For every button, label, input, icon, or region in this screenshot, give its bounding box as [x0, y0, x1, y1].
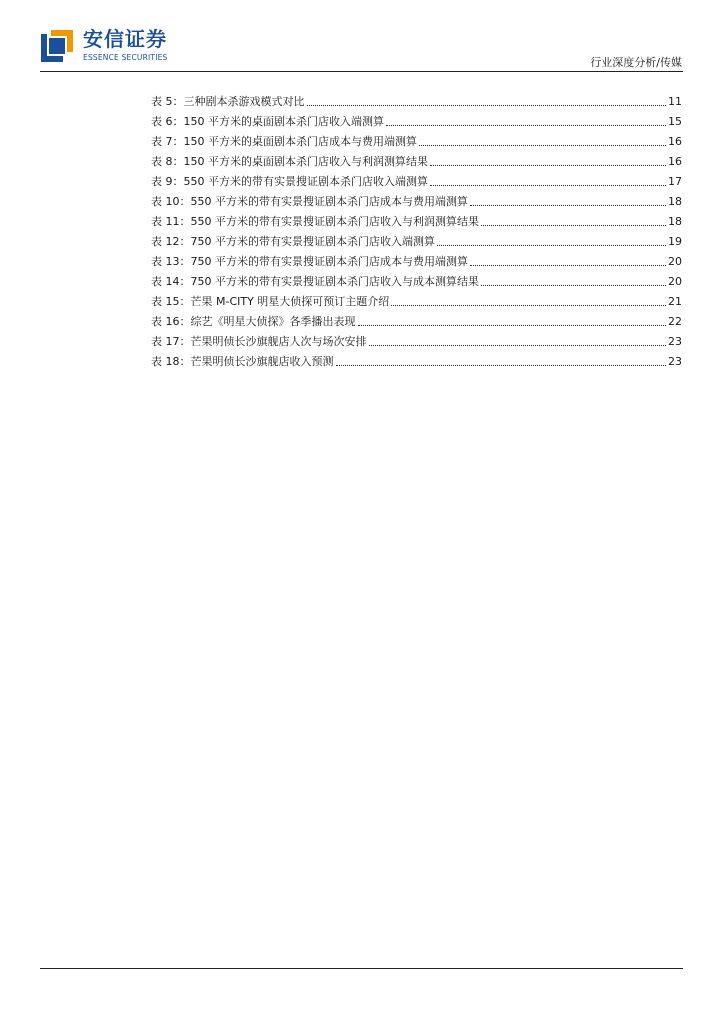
toc-dot-leader — [307, 105, 667, 106]
toc-entry-title: 表 17：芒果明侦长沙旗舰店人次与场次安排 — [151, 335, 367, 348]
toc-page-number: 17 — [668, 175, 682, 188]
toc-entry-title: 表 7：150 平方米的桌面剧本杀门店成本与费用端测算 — [151, 135, 417, 148]
toc-dot-leader — [470, 205, 666, 206]
toc-entry-title: 表 16：综艺《明星大侦探》各季播出表现 — [151, 315, 356, 328]
toc-page-number: 16 — [668, 155, 682, 168]
toc-entry-title: 表 12：750 平方米的带有实景搜证剧本杀门店收入端测算 — [151, 235, 435, 248]
toc-entry[interactable] — [151, 229, 682, 249]
toc-entry[interactable] — [151, 129, 682, 149]
toc-entry-title: 表 6：150 平方米的桌面剧本杀门店收入端测算 — [151, 115, 384, 128]
toc-page-number: 20 — [668, 255, 682, 268]
toc-page-number: 18 — [668, 195, 682, 208]
toc-entry[interactable] — [151, 189, 682, 209]
toc-dot-leader — [430, 165, 666, 166]
toc-entry[interactable] — [151, 209, 682, 229]
toc-dot-leader — [481, 225, 666, 226]
toc-entry[interactable] — [151, 109, 682, 129]
toc-entry[interactable] — [151, 269, 682, 289]
toc-entry-title: 表 10：550 平方米的带有实景搜证剧本杀门店成本与费用端测算 — [151, 195, 468, 208]
toc-entry-title: 表 15：芒果 M-CITY 明星大侦探可预订主题介绍 — [151, 295, 390, 308]
toc-entry[interactable] — [151, 249, 682, 269]
toc-page-number: 19 — [668, 235, 682, 248]
toc-page-number: 23 — [668, 355, 682, 368]
toc-entry[interactable] — [151, 149, 682, 169]
toc-dot-leader — [369, 345, 667, 346]
page-header — [0, 0, 724, 70]
toc-dot-leader — [430, 185, 666, 186]
header-divider — [40, 71, 683, 72]
toc-entry-title: 表 18：芒果明侦长沙旗舰店收入预测 — [151, 355, 334, 368]
toc-page-number: 16 — [668, 135, 682, 148]
toc-dot-leader — [437, 245, 666, 246]
toc-entry-title: 表 5：三种剧本杀游戏模式对比 — [151, 95, 305, 108]
toc-page-number: 15 — [668, 115, 682, 128]
logo-name-cn: 安信证券 — [83, 27, 167, 51]
toc-page-number: 23 — [668, 335, 682, 348]
toc-dot-leader — [386, 125, 666, 126]
toc-page-number: 22 — [668, 315, 682, 328]
footer-divider — [40, 968, 683, 969]
toc-entry-title: 表 9：550 平方米的带有实景搜证剧本杀门店收入端测算 — [151, 175, 428, 188]
essence-logo-icon — [40, 26, 74, 62]
toc-page-number: 21 — [668, 295, 682, 308]
toc-entry-title: 表 14：750 平方米的带有实景搜证剧本杀门店收入与成本测算结果 — [151, 275, 479, 288]
toc-page-number: 18 — [668, 215, 682, 228]
toc-entry[interactable] — [151, 89, 682, 109]
toc-entry-title: 表 11：550 平方米的带有实景搜证剧本杀门店收入与利润测算结果 — [151, 215, 479, 228]
toc-entry[interactable] — [151, 349, 682, 369]
toc-dot-leader — [336, 365, 667, 366]
toc-entry-title: 表 13：750 平方米的带有实景搜证剧本杀门店成本与费用端测算 — [151, 255, 468, 268]
toc-dot-leader — [481, 285, 666, 286]
toc-dot-leader — [419, 145, 666, 146]
toc-entry-title: 表 8：150 平方米的桌面剧本杀门店收入与利润测算结果 — [151, 155, 428, 168]
toc-dot-leader — [470, 265, 666, 266]
logo-name-en: ESSENCE SECURITIES — [83, 53, 168, 62]
toc-page-number: 20 — [668, 275, 682, 288]
toc-entry[interactable] — [151, 329, 682, 349]
table-of-contents — [151, 89, 682, 369]
toc-entry[interactable] — [151, 309, 682, 329]
toc-entry[interactable] — [151, 289, 682, 309]
toc-dot-leader — [391, 305, 666, 306]
report-category: 行业深度分析/传媒 — [590, 56, 682, 69]
toc-page-number: 11 — [668, 95, 682, 108]
toc-entry[interactable] — [151, 169, 682, 189]
toc-dot-leader — [358, 325, 667, 326]
